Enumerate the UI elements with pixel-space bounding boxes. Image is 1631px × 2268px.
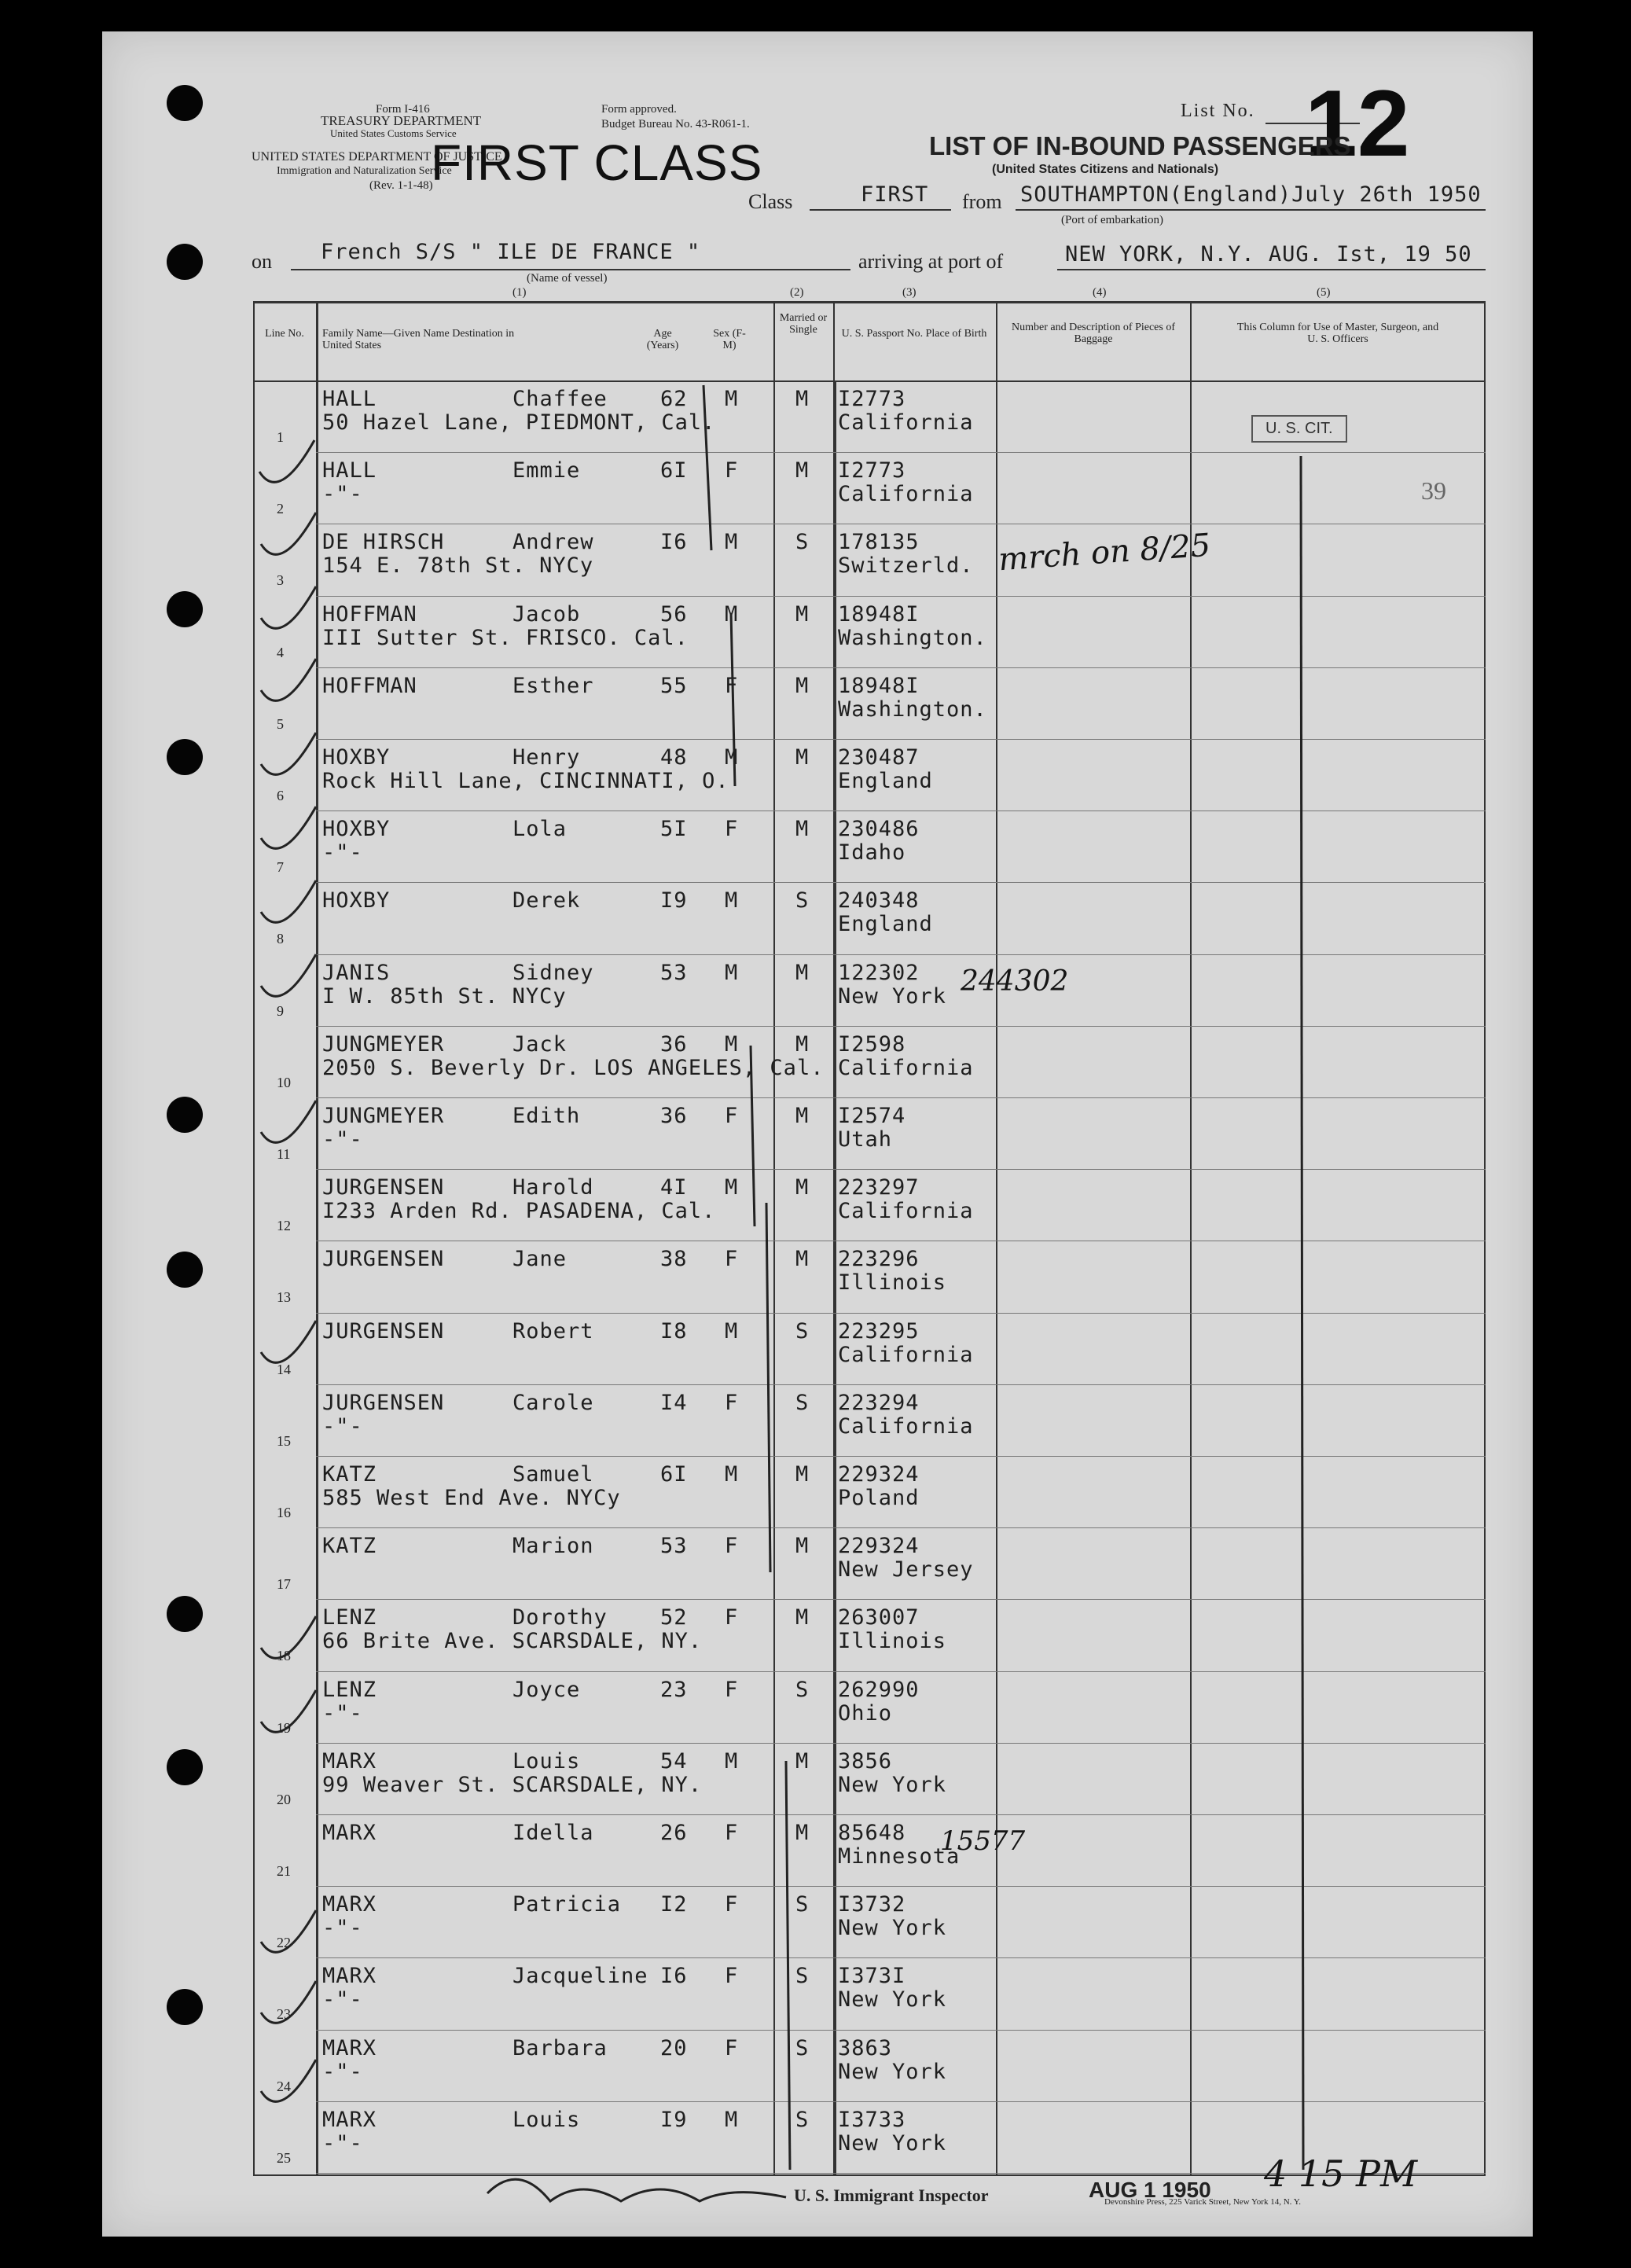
- passport-number: 18948I: [838, 673, 920, 698]
- line-number: 21: [277, 1863, 291, 1879]
- marital-status: M: [795, 458, 810, 483]
- budget-bureau: Budget Bureau No. 43-R061-1.: [601, 118, 750, 130]
- sex-value: M: [725, 2107, 739, 2132]
- passport-number: I3732: [838, 1892, 906, 1917]
- inspector-time: 4 15 PM: [1264, 2152, 1418, 2195]
- sex-value: F: [725, 2035, 739, 2060]
- destination: 2050 S. Beverly Dr. LOS ANGELES, Cal.: [322, 1055, 825, 1080]
- age-value: 55: [660, 673, 688, 698]
- marital-status: M: [795, 1534, 810, 1559]
- margin-check-mark: [261, 1690, 316, 1732]
- margin-check-mark: [261, 807, 316, 848]
- birth-place: New York: [838, 2059, 947, 2084]
- birth-place: Poland: [838, 1486, 920, 1510]
- sex-value: M: [725, 601, 739, 627]
- family-name: HOXBY: [322, 817, 391, 842]
- sex-value: F: [725, 1964, 739, 1989]
- col-header-age: Age (Years): [646, 328, 679, 351]
- passport-number: 229324: [838, 1534, 920, 1559]
- line-number: 25: [277, 2149, 291, 2166]
- birth-place: New York: [838, 1772, 947, 1797]
- sex-value: F: [725, 817, 739, 842]
- marital-status: S: [795, 2035, 810, 2060]
- line-number: 24: [277, 2078, 291, 2094]
- destination: 154 E. 78th St. NYCy: [322, 553, 594, 579]
- passport-number: I2574: [838, 1104, 906, 1128]
- birth-place: England: [838, 912, 933, 937]
- marital-status: M: [795, 1104, 810, 1128]
- sex-value: M: [725, 387, 739, 411]
- given-name: Carole: [512, 1390, 594, 1415]
- sex-value: F: [725, 1104, 739, 1128]
- family-name: KATZ: [322, 1462, 377, 1487]
- ins-service: Immigration and Naturalization Service: [277, 165, 452, 177]
- birth-place: New Jersey: [838, 1557, 974, 1582]
- age-value: 5I: [660, 817, 688, 842]
- line-number: 6: [277, 788, 284, 803]
- given-name: Robert: [512, 1318, 594, 1344]
- line-number: 4: [277, 644, 284, 660]
- birth-place: Washington.: [838, 625, 987, 650]
- marital-status: M: [795, 745, 810, 770]
- marital-status: S: [795, 530, 810, 555]
- age-value: 6I: [660, 458, 688, 483]
- given-name: Jane: [512, 1247, 568, 1272]
- col-num-2: (2): [790, 286, 804, 299]
- birth-place: Utah: [838, 1127, 893, 1152]
- port-caption: (Port of embarkation): [1061, 214, 1163, 226]
- family-name: HALL: [322, 387, 377, 411]
- age-value: I6: [660, 530, 688, 555]
- family-name: JUNGMEYER: [322, 1104, 445, 1128]
- passport-number: 122302: [838, 960, 920, 985]
- passport-number: 85648: [838, 1821, 906, 1845]
- sex-value: M: [725, 1462, 739, 1487]
- margin-check-mark: [261, 1910, 316, 1952]
- age-value: 36: [660, 1031, 688, 1057]
- line-number: 8: [277, 931, 284, 947]
- destination: I233 Arden Rd. PASADENA, Cal.: [322, 1199, 716, 1224]
- passport-number: 3856: [838, 1748, 893, 1774]
- birth-place: Switzerld.: [838, 553, 974, 579]
- destination: Rock Hill Lane, CINCINNATI, O.: [322, 769, 729, 793]
- line-number: 7: [277, 859, 284, 876]
- destination: -"-: [322, 1127, 363, 1152]
- margin-check-mark: [261, 1981, 316, 2023]
- manifest-title: LIST OF IN-BOUND PASSENGERS: [929, 131, 1351, 160]
- family-bracket: [703, 385, 711, 550]
- class-value: FIRST: [861, 182, 929, 207]
- birth-place: New York: [838, 1916, 947, 1941]
- given-name: Edith: [512, 1104, 581, 1128]
- sex-value: M: [725, 530, 739, 555]
- destination: -"-: [322, 1916, 363, 1941]
- age-value: 26: [660, 1821, 688, 1845]
- line-number: 22: [277, 1935, 291, 1951]
- sex-value: F: [725, 1390, 739, 1415]
- destination: -"-: [322, 1700, 363, 1726]
- birth-place: California: [838, 1342, 974, 1367]
- inspector-label: U. S. Immigrant Inspector: [794, 2185, 989, 2205]
- birth-place: Washington.: [838, 697, 987, 722]
- family-name: HALL: [322, 458, 377, 483]
- given-name: Louis: [512, 2107, 581, 2132]
- passport-number: 229324: [838, 1462, 920, 1487]
- given-name: Harold: [512, 1175, 594, 1200]
- margin-check-mark: [259, 440, 314, 482]
- margin-check-mark: [261, 733, 316, 774]
- birth-place: New York: [838, 983, 947, 1009]
- line-number: 20: [277, 1791, 291, 1807]
- birth-place: Illinois: [838, 1629, 947, 1654]
- family-name: JUNGMEYER: [322, 1031, 445, 1057]
- col-header-name: Family Name—Given Name Destination in United States: [322, 328, 515, 351]
- age-value: 36: [660, 1104, 688, 1128]
- line-number: 9: [277, 1002, 284, 1019]
- marital-status: M: [795, 387, 810, 411]
- given-name: Chaffee: [512, 387, 608, 411]
- passport-number: 230487: [838, 745, 920, 770]
- on-label: on: [252, 250, 272, 273]
- age-value: 4I: [660, 1175, 688, 1200]
- marital-status: M: [795, 1462, 810, 1487]
- margin-check-mark: [261, 2060, 316, 2101]
- passport-number: 240348: [838, 888, 920, 913]
- age-value: I6: [660, 1964, 688, 1989]
- family-name: HOXBY: [322, 745, 391, 770]
- arriving-label: arriving at port of: [858, 250, 1004, 273]
- passport-number: 262990: [838, 1677, 920, 1702]
- family-name: MARX: [322, 2035, 377, 2060]
- age-value: 23: [660, 1677, 688, 1702]
- birth-place: Idaho: [838, 840, 906, 866]
- family-name: JURGENSEN: [322, 1175, 445, 1200]
- line-number: 15: [277, 1432, 291, 1449]
- given-name: Idella: [512, 1821, 594, 1845]
- handwritten-passport-marx: 15577: [940, 1825, 1026, 1857]
- age-value: 6I: [660, 1462, 688, 1487]
- sex-value: F: [725, 673, 739, 698]
- passport-number: 223295: [838, 1318, 920, 1344]
- margin-check-mark: [261, 586, 316, 628]
- col-num-3: (3): [902, 286, 917, 299]
- col-header-baggage: Number and Description of Pieces of Baggage: [1012, 322, 1175, 345]
- vessel-caption: (Name of vessel): [527, 272, 608, 285]
- age-value: I8: [660, 1318, 688, 1344]
- age-value: I4: [660, 1390, 688, 1415]
- family-name: JURGENSEN: [322, 1247, 445, 1272]
- line-number: 10: [277, 1074, 291, 1090]
- marital-status: M: [795, 960, 810, 985]
- line-number: 17: [277, 1576, 291, 1593]
- col-header-officers: This Column for Use of Master, Surgeon, and U. S. Officers: [1236, 322, 1439, 345]
- col-header-line: Line No.: [265, 328, 304, 340]
- given-name: Esther: [512, 673, 594, 698]
- family-bracket: [786, 1761, 790, 2170]
- birth-place: California: [838, 1199, 974, 1224]
- given-name: Dorothy: [512, 1605, 608, 1630]
- col-header-sex: Sex (F-M): [713, 328, 746, 351]
- list-number: 12: [1305, 71, 1410, 176]
- family-name: JURGENSEN: [322, 1390, 445, 1415]
- family-name: KATZ: [322, 1534, 377, 1559]
- destination: 585 West End Ave. NYCy: [322, 1486, 621, 1510]
- col-header-passport: U. S. Passport No. Place of Birth: [841, 328, 987, 340]
- embarkation-value: SOUTHAMPTON(England)July 26th 1950: [1020, 182, 1482, 207]
- family-name: JANIS: [322, 960, 391, 985]
- sex-value: M: [725, 1031, 739, 1057]
- margin-check-mark: [261, 880, 316, 922]
- from-label: from: [962, 190, 1002, 213]
- sex-value: F: [725, 458, 739, 483]
- family-bracket: [766, 1203, 770, 1572]
- marital-status: S: [795, 888, 810, 913]
- birth-place: California: [838, 1413, 974, 1439]
- family-name: MARX: [322, 2107, 377, 2132]
- line-number: 18: [277, 1648, 291, 1664]
- sex-value: F: [725, 1534, 739, 1559]
- destination: -"-: [322, 482, 363, 507]
- age-value: 38: [660, 1247, 688, 1272]
- sex-value: M: [725, 888, 739, 913]
- list-label: List No.: [1181, 101, 1255, 121]
- age-value: 53: [660, 960, 688, 985]
- birth-place: California: [838, 410, 974, 435]
- form-revision: (Rev. 1-1-48): [369, 179, 433, 192]
- age-value: 53: [660, 1534, 688, 1559]
- marital-status: S: [795, 1964, 810, 1989]
- line-number: 19: [277, 1719, 291, 1736]
- age-value: 56: [660, 601, 688, 627]
- inspector-signature: [487, 2179, 786, 2201]
- marital-status: M: [795, 1175, 810, 1200]
- line-number: 14: [277, 1361, 291, 1377]
- sex-value: M: [725, 960, 739, 985]
- destination: -"-: [322, 840, 363, 866]
- margin-check-mark: [261, 1616, 316, 1658]
- line-number: 16: [277, 1505, 291, 1520]
- inspector-date: AUG 1 1950: [1089, 2178, 1211, 2202]
- family-name: DE HIRSCH: [322, 530, 445, 555]
- family-name: HOXBY: [322, 888, 391, 913]
- given-name: Sidney: [512, 960, 594, 985]
- line-number: 12: [277, 1218, 291, 1234]
- age-value: 20: [660, 2035, 688, 2060]
- age-value: I2: [660, 1892, 688, 1917]
- line-number: 5: [277, 715, 284, 732]
- birth-place: Ohio: [838, 1700, 893, 1726]
- passport-number: I3733: [838, 2107, 906, 2132]
- manifest-subtitle: (United States Citizens and Nationals): [992, 163, 1219, 176]
- col-num-4: (4): [1093, 286, 1107, 299]
- destination: -"-: [322, 1413, 363, 1439]
- passport-number: 178135: [838, 530, 920, 555]
- marital-status: M: [795, 817, 810, 842]
- family-name: HOFFMAN: [322, 673, 417, 698]
- age-value: I9: [660, 2107, 688, 2132]
- sex-value: M: [725, 1175, 739, 1200]
- passport-number: I2773: [838, 387, 906, 411]
- family-name: MARX: [322, 1964, 377, 1989]
- given-name: Louis: [512, 1748, 581, 1774]
- line-number: 1: [277, 429, 284, 445]
- marital-status: M: [795, 1748, 810, 1774]
- col-header-married: Married or Single: [779, 312, 828, 336]
- given-name: Derek: [512, 888, 581, 913]
- passenger-count: 39: [1421, 476, 1446, 505]
- age-value: 48: [660, 745, 688, 770]
- officer-column-line: [1301, 456, 1303, 2170]
- customs-service: United States Customs Service: [330, 127, 457, 139]
- age-value: 54: [660, 1748, 688, 1774]
- given-name: Patricia: [512, 1892, 622, 1917]
- birth-place: New York: [838, 1987, 947, 2013]
- margin-check-mark: [261, 954, 316, 996]
- destination: -"-: [322, 2130, 363, 2156]
- col-num-5: (5): [1317, 286, 1331, 299]
- given-name: Emmie: [512, 458, 581, 483]
- marital-status: S: [795, 1390, 810, 1415]
- department-justice: UNITED STATES DEPARTMENT OF JUSTICE: [252, 150, 502, 164]
- sex-value: M: [725, 1318, 739, 1344]
- family-name: LENZ: [322, 1605, 377, 1630]
- marital-status: S: [795, 1318, 810, 1344]
- birth-place: Minnesota: [838, 1844, 961, 1869]
- vessel-name: French S/S " ILE DE FRANCE ": [321, 240, 701, 264]
- destination: I W. 85th St. NYCy: [322, 983, 567, 1009]
- marital-status: M: [795, 673, 810, 698]
- family-name: HOFFMAN: [322, 601, 417, 627]
- birth-place: England: [838, 769, 933, 793]
- family-name: MARX: [322, 1748, 377, 1774]
- given-name: Jacqueline: [512, 1964, 648, 1989]
- sex-value: M: [725, 1748, 739, 1774]
- marital-status: S: [795, 1892, 810, 1917]
- marital-status: M: [795, 601, 810, 627]
- given-name: Barbara: [512, 2035, 608, 2060]
- birth-place: California: [838, 1055, 974, 1080]
- line-number: 13: [277, 1289, 291, 1306]
- department-name: TREASURY DEPARTMENT: [321, 113, 482, 128]
- given-name: Jack: [512, 1031, 568, 1057]
- passport-number: I2773: [838, 458, 906, 483]
- passport-number: 3863: [838, 2035, 893, 2060]
- family-name: LENZ: [322, 1677, 377, 1702]
- sex-value: F: [725, 1821, 739, 1845]
- passport-number: 223296: [838, 1247, 920, 1272]
- age-value: 52: [660, 1605, 688, 1630]
- passport-number: I2598: [838, 1031, 906, 1057]
- sex-value: F: [725, 1677, 739, 1702]
- sex-value: F: [725, 1247, 739, 1272]
- age-value: 62: [660, 387, 688, 411]
- margin-check-mark: [261, 659, 316, 700]
- line-number: 23: [277, 2006, 291, 2023]
- birth-place: Illinois: [838, 1270, 947, 1296]
- family-name: JURGENSEN: [322, 1318, 445, 1344]
- given-name: Samuel: [512, 1462, 594, 1487]
- given-name: Henry: [512, 745, 581, 770]
- passport-number: 223297: [838, 1175, 920, 1200]
- destination: 50 Hazel Lane, PIEDMONT, Cal.: [322, 410, 716, 435]
- marital-status: M: [795, 1605, 810, 1630]
- passport-number: I373I: [838, 1964, 906, 1989]
- given-name: Lola: [512, 817, 568, 842]
- family-bracket: [731, 613, 735, 786]
- birth-place: New York: [838, 2130, 947, 2156]
- family-bracket: [751, 1046, 755, 1226]
- passport-number: 18948I: [838, 601, 920, 627]
- destination: III Sutter St. FRISCO. Cal.: [322, 625, 689, 650]
- line-number: 2: [277, 501, 284, 517]
- first-class-stamp: FIRST CLASS: [431, 134, 763, 191]
- handwritten-passport-janis: 244302: [961, 965, 1069, 998]
- marital-status: S: [795, 2107, 810, 2132]
- destination: -"-: [322, 1987, 363, 2013]
- passport-number: 263007: [838, 1605, 920, 1630]
- us-citizen-stamp: U. S. CIT.: [1251, 415, 1347, 443]
- handwritten-note-row3: mrch on 8/25: [997, 527, 1212, 579]
- form-number: Form I-416: [376, 103, 430, 116]
- given-name: Andrew: [512, 530, 594, 555]
- class-label: Class: [748, 190, 793, 213]
- destination: 99 Weaver St. SCARSDALE, NY.: [322, 1772, 703, 1797]
- line-number: 3: [277, 572, 284, 589]
- margin-check-mark: [261, 513, 316, 554]
- given-name: Joyce: [512, 1677, 581, 1702]
- sex-value: F: [725, 1892, 739, 1917]
- line-number: 11: [277, 1146, 291, 1162]
- marital-status: M: [795, 1031, 810, 1057]
- birth-place: California: [838, 482, 974, 507]
- given-name: Marion: [512, 1534, 594, 1559]
- marital-status: S: [795, 1677, 810, 1702]
- sex-value: F: [725, 1605, 739, 1630]
- printer-imprint: Devonshire Press, 225 Varick Street, New York 14, N. Y.: [1104, 2197, 1302, 2207]
- form-approved: Form approved.: [601, 103, 677, 116]
- margin-check-mark: [261, 1101, 316, 1142]
- margin-check-mark: [261, 1321, 316, 1362]
- destination: 66 Brite Ave. SCARSDALE, NY.: [322, 1629, 703, 1654]
- passport-number: 223294: [838, 1390, 920, 1415]
- marital-status: M: [795, 1821, 810, 1845]
- family-name: MARX: [322, 1892, 377, 1917]
- marital-status: M: [795, 1247, 810, 1272]
- age-value: I9: [660, 888, 688, 913]
- col-num-1: (1): [512, 286, 527, 299]
- arrival-value: NEW YORK, N.Y. AUG. Ist, 19 50: [1065, 242, 1472, 266]
- family-name: MARX: [322, 1821, 377, 1845]
- destination: -"-: [322, 2059, 363, 2084]
- passport-number: 230486: [838, 817, 920, 842]
- sex-value: M: [725, 745, 739, 770]
- given-name: Jacob: [512, 601, 581, 627]
